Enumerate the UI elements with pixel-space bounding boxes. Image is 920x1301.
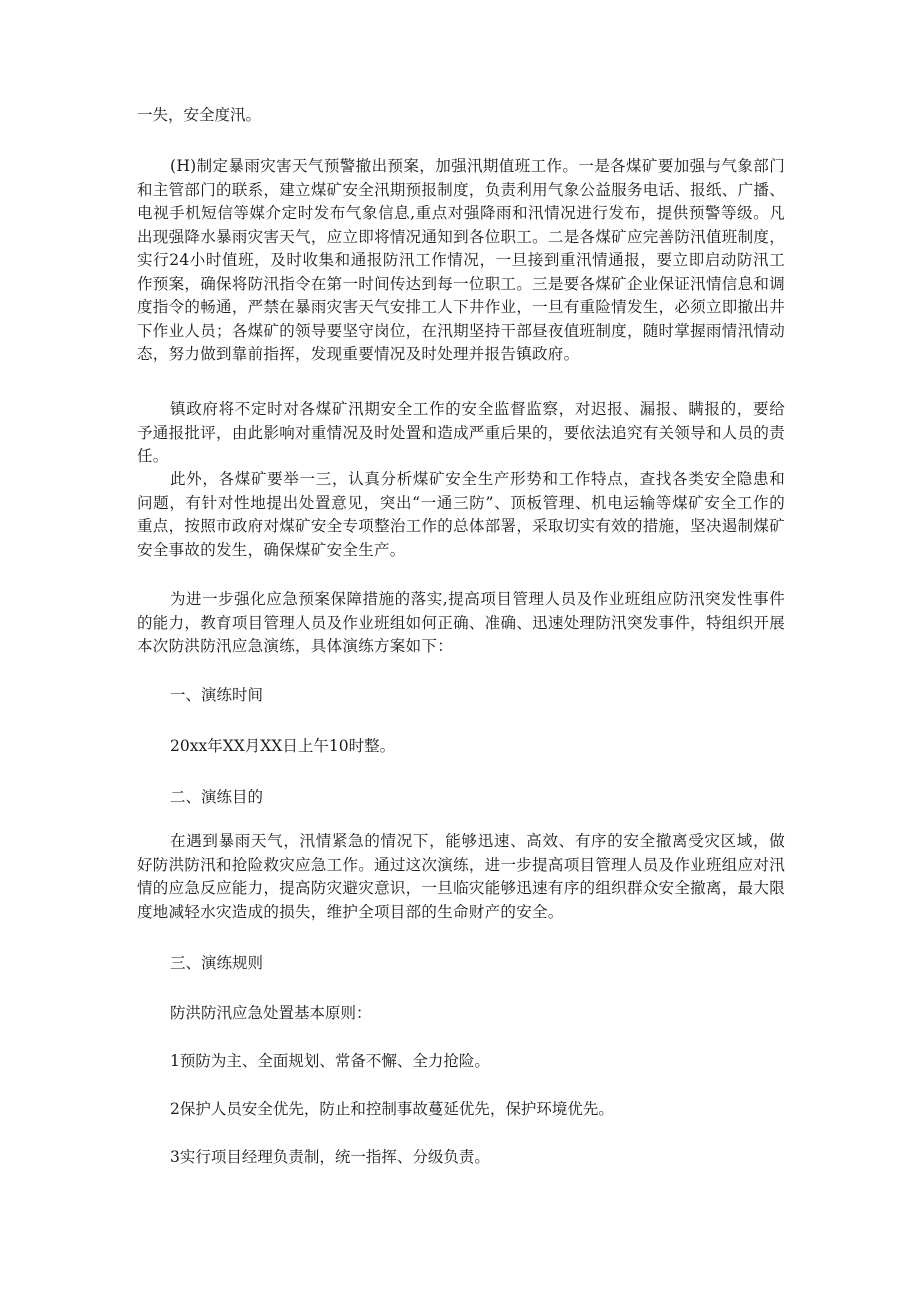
principles-title: 防洪防汛应急处置基本原则： <box>170 1004 372 1022</box>
principle-item-1: 1预防为主、全面规划、常备不懈、全力抢险。 <box>170 1052 490 1070</box>
paragraph-supervision: 镇政府将不定时对各煤矿汛期安全工作的安全监督监察，对迟报、漏报、瞒报的，要给予通报批评，由此影响对重情况及时处置和造成严重后果的，要依法追究有关领导和人员的责任。 <box>137 400 785 465</box>
paragraph-drill-intro: 为进一步强化应急预案保障措施的落实,提高项目管理人员及作业班组应防汛突发性事件的能力，教育项目管理人员及作业班组如何正确、准确、迅速处理防汛突发事件，特组织开展本次防洪防汛应急演练，具体演练方案如下： <box>137 590 785 655</box>
principle-item-2: 2保护人员安全优先，防止和控制事故蔓延优先，保护环境优先。 <box>170 1100 614 1118</box>
paragraph-warning-plan: (H)制定暴雨灾害天气预警撤出预案，加强汛期值班工作。一是各煤矿要加强与气象部门和主管部门的联系，建立煤矿安全汛期预报制度，负责利用气象公益服务电话、报纸、广播、电视手机短信等媒介定时发布气象信息,重点对强降雨和汛情况进行发布，提供预警等级。凡出现强降水暴雨灾害天气，应立即将情况通知到各位职工。二是各煤矿应完善防汛值班制度，实行24小时值班，及时收集和通报防汛工作情况，一旦接到重汛情通报，要立即启动防汛工作预案，确保将防汛指令在第一时间传达到每一位职工。三是要各煤矿企业保证汛情信息和调度指令的畅通，严禁在暴雨灾害天气安排工人下井作业，一旦有重险情发生，必须立即撤出井下作业人员；各煤矿的领导要坚守岗位，在汛期坚持干部昼夜值班制度，随时掌握雨情汛情动态，努力做到靠前指挥，发现重要情况及时处理并报告镇政府。 <box>137 157 785 363</box>
paragraph-drill-purpose: 在遇到暴雨天气，汛情紧急的情况下，能够迅速、高效、有序的安全撤离受灾区域，做好防洪防汛和抢险救灾应急工作。通过这次演练，进一步提高项目管理人员及作业班组应对汛情的应急反应能力，提高防灾避灾意识，一旦临灾能够迅速有序的组织群众安全撤离，最大限度地减轻水灾造成的损失，维护全项目部的生命财产的安全。 <box>137 832 785 921</box>
text-line-top: 一失，安全度汛。 <box>137 106 262 124</box>
drill-time-value: 20xx年XX月XX日上午10时整。 <box>170 737 396 755</box>
heading-drill-purpose: 二、演练目的 <box>170 788 264 806</box>
heading-drill-time: 一、演练时间 <box>170 686 264 704</box>
heading-drill-rules: 三、演练规则 <box>170 954 264 972</box>
paragraph-safety-focus: 此外，各煤矿要举一三，认真分析煤矿安全生产形势和工作特点，查找各类安全隐患和问题，有针对性地提出处置意见，突出“一通三防”、顶板管理、机电运输等煤矿安全工作的重点，按照市政府对煤矿安全专项整治工作的总体部署，采取切实有效的措施，坚决遏制煤矿安全事故的发生，确保煤矿安全生产。 <box>137 470 785 559</box>
principle-item-3: 3实行项目经理负责制，统一指挥、分级负责。 <box>170 1148 490 1166</box>
